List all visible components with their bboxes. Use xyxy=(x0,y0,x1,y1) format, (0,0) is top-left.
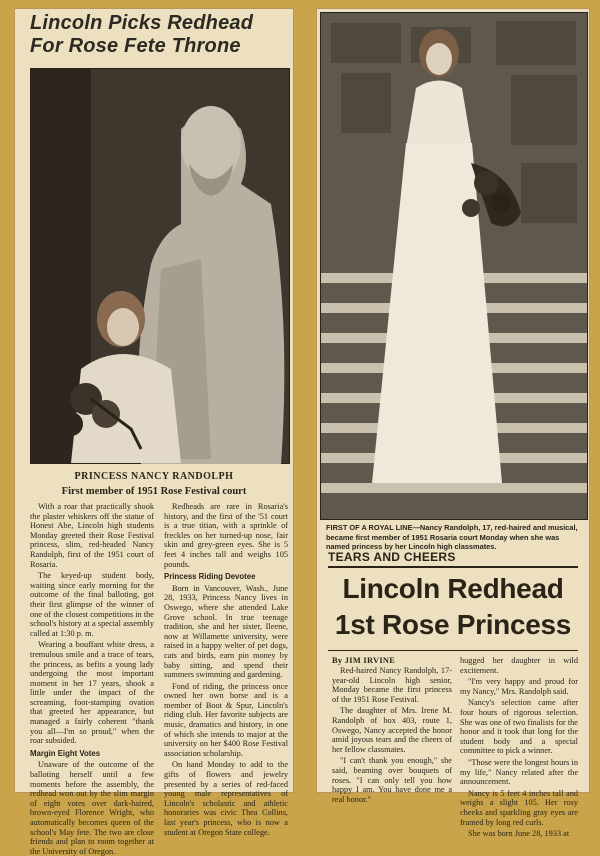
paragraph: The keyed-up student body, waiting since early morning for the outcome of the final balloting, got their first glimpse of the winner of one of the closest competitions in the school's history at a special assembly called at 1:30 p. m. xyxy=(30,571,154,638)
left-headline xyxy=(14,8,294,58)
paragraph: She was born June 28, 1933 at xyxy=(468,829,570,839)
left-headline-line-1: Lincoln Picks Redhead xyxy=(30,12,254,34)
paragraph: The daughter of Mrs. Irene M. Randolph of box 403, route 1, Oswego, Nancy accepted the honor amid joyous tears and the cheers of her fellow classmates. xyxy=(332,706,452,754)
subhead-margin-eight-votes: Margin Eight Votes xyxy=(30,748,101,758)
princess-on-steps-photo xyxy=(320,12,588,520)
steps-photo-illustration xyxy=(321,13,587,519)
paragraph: Born in Vancouver, Wash., June 28, 1933, Princess Nancy lives in Oswego, where she attended Lake Grove school. In true teenage tradition, she and her sister, Ileene, now at Willamette university, were raised in a happy welter of pet dogs, cats and birds, earn pin money by baby sitting, and spend their summers swimming and gardening. xyxy=(164,583,288,680)
paragraph: With a roar that practically shook the plaster whiskers off the statue of Honest Abe, Lincoln high students Monday greeted their Rose Festival princess, slim, red-headed Nancy Randolph, first of the 1951 court of Rosaria. xyxy=(30,502,154,569)
right-headline-line-1: Lincoln Redhead xyxy=(342,573,564,604)
left-photo-caption-title: PRINCESS NANCY RANDOLPH xyxy=(74,471,234,482)
paragraph: Redheads are rare in Rosaria's history, and the first of the '51 court is a true titian, with a sprinkle of freckles on her turned-up nose, fair skin and grey-green eyes. She is 5 feet 4 inches tall and weighs 105 pounds. xyxy=(164,502,288,569)
paragraph: Nancy is 5 feet 4 inches tall and weighs a slight 105. Her rosy cheeks and sparkling gray eyes are framed by long red curls. xyxy=(460,788,578,827)
left-article-column-1 xyxy=(30,502,154,856)
paragraph: Wearing a bouffant white dress, a tremulous smile and a trace of tears, the princess, as befits a young lady undergoing the most important moment in her 17 years, shook a little under the impact of the screaming, foot-stamping ovation that greeted her appearance, but managed a fairly coherent "thank you all—I'm so proud," when the roar subsided. xyxy=(30,640,154,746)
left-headline-line-2: For Rose Fete Throne xyxy=(30,35,241,57)
right-newspaper-clipping xyxy=(316,8,590,839)
paragraph: "Those were the longest hours in my life," Nancy related after the announcement. xyxy=(460,757,578,787)
paragraph: Nancy's selection came after four hours of rigorous selection. She was one of two finalists for the honor and it took that long for the student body and a special committee to pick a winner. xyxy=(460,698,578,756)
left-newspaper-clipping xyxy=(14,8,294,856)
left-article-column-2 xyxy=(164,502,288,837)
divider-rule xyxy=(328,650,578,651)
paragraph: On hand Monday to add to the gifts of flowers and jewelry presented by a series of red-faced young male representatives of Lincoln's scholastic and athletic honoraries was civic Thea Collins, last year's princess, who is now a student at Oregon State college. xyxy=(164,760,288,837)
byline: By JIM IRVINE xyxy=(332,656,396,665)
right-article-column-1 xyxy=(332,666,452,804)
lincoln-statue-photo xyxy=(30,68,290,464)
right-article-column-2 xyxy=(460,656,578,839)
paragraph: "I'm very happy and proud for my Nancy," Mrs. Randolph said. xyxy=(460,677,578,696)
paragraph: Fond of riding, the princess once owned her own horse and is a member of Boot & Spur, Lincoln's riding club. Her favorite subjects are music, dramatics and history, in one of which she intends to major at the university on her $400 Rose Festival association scholarship. xyxy=(164,681,288,758)
paragraph: Red-haired Nancy Randolph, 17-year-old Lincoln high senior, Monday became the first princess of the 1951 Rose Festival. xyxy=(332,666,452,704)
left-photo-caption-subtitle: First member of 1951 Rose Festival court xyxy=(61,486,247,497)
paragraph: Unaware of the outcome of the balloting herself until a few moments before the assembly, the redhead won out by the slim margin of eight votes over dark-haired, brown-eyed Florence Wright, who automatically becomes queen of the school's May fete. The two are close friends and plan to room together at the University of Oregon. xyxy=(30,760,154,856)
right-photo-caption: FIRST OF A ROYAL LINE—Nancy Randolph, 17, red-haired and musical, became first member of 1951 Rosaria court Monday when she was named princess by her Lincoln high classmates. xyxy=(326,523,578,552)
subhead-princess-riding-devotee: Princess Riding Devotee xyxy=(164,572,256,582)
paragraph: hugged her daughter in wild excitement. xyxy=(460,656,578,675)
kicker-tears-and-cheers: TEARS AND CHEERS xyxy=(328,550,456,564)
statue-photo-illustration xyxy=(31,69,289,463)
divider-rule xyxy=(328,566,578,568)
paragraph: "I can't thank you enough," she said, beaming over bouquets of roses. "I can only tell you how happy I am. You have done me a real honor." xyxy=(332,756,452,804)
right-headline-line-2: 1st Rose Princess xyxy=(334,609,572,640)
